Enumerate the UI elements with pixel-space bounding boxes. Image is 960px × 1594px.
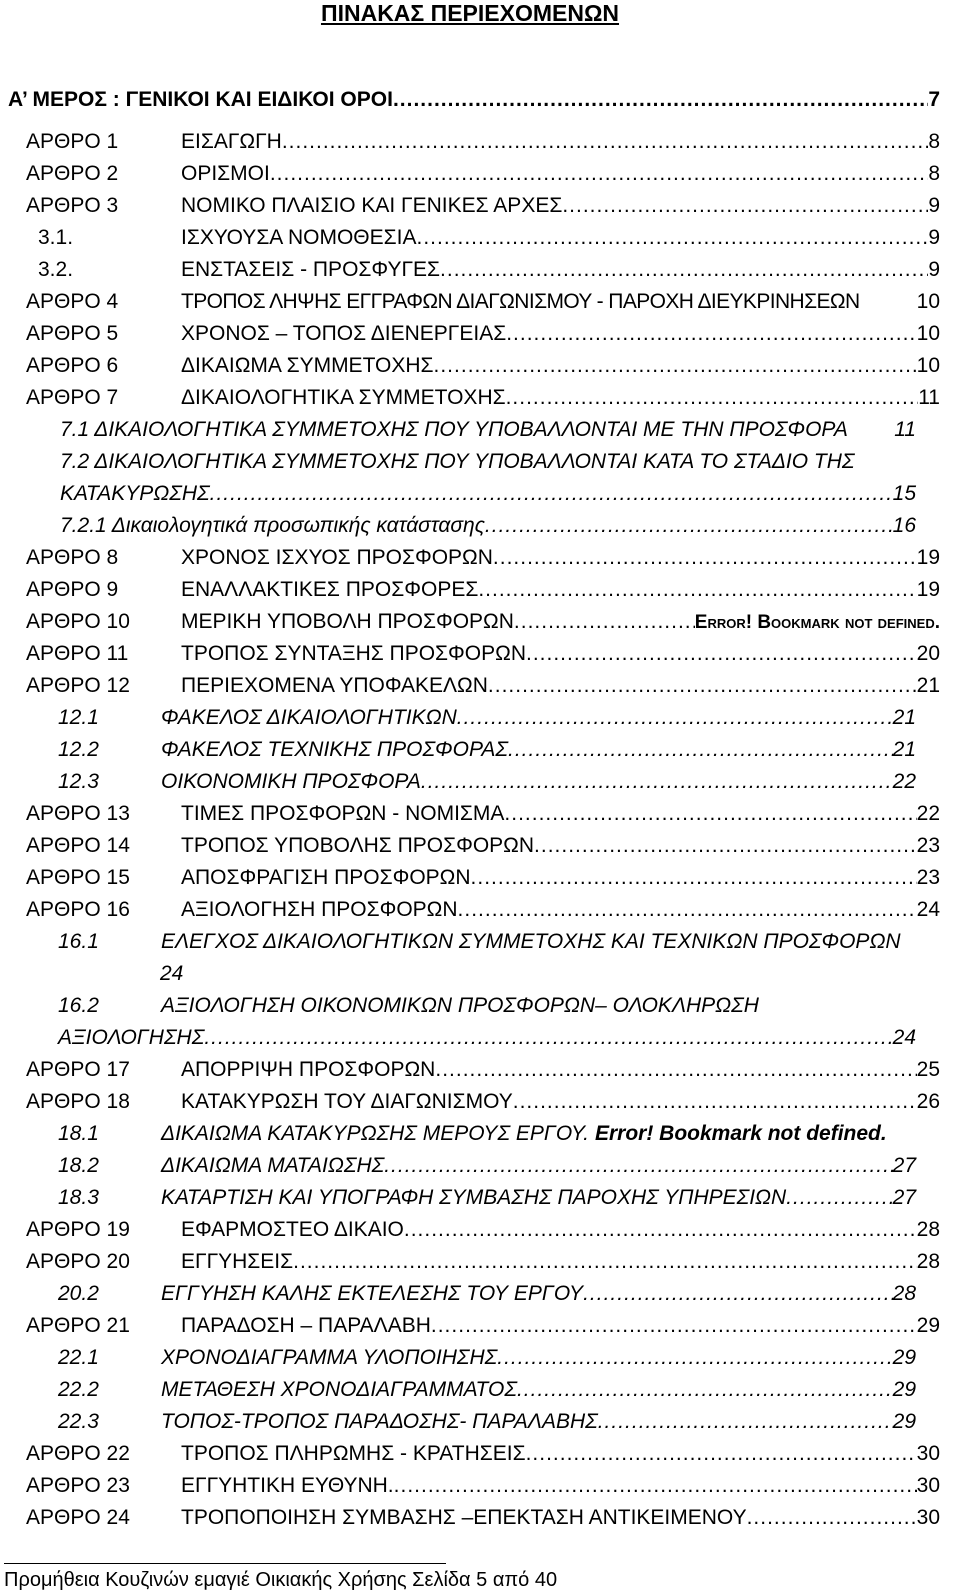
entry-number: 20.2	[58, 1282, 99, 1305]
leader-dots	[210, 482, 893, 506]
entry-page: 22	[916, 802, 940, 825]
leader-dots	[747, 1506, 917, 1530]
toc-entry[interactable]	[0, 1058, 940, 1088]
entry-title: ΕΙΣΑΓΩΓΗ	[181, 130, 282, 153]
toc-entry[interactable]	[0, 834, 940, 864]
entry-title: ΤΟΠΟΣ-ΤΡΟΠΟΣ ΠΑΡΑΔΟΣΗΣ- ΠΑΡΑΛΑΒΗΣ	[161, 1410, 598, 1433]
toc-entry[interactable]	[0, 1250, 940, 1280]
entry-page: 26	[916, 1090, 940, 1113]
toc-part-heading[interactable]	[8, 88, 940, 112]
entry-number: 3.1.	[38, 226, 74, 249]
entry-page: 21	[892, 706, 916, 729]
entry-title: 7.1 ΔΙΚΑΙΟΛΟΓΗΤΙΚΑ ΣΥΜΜΕΤΟΧΗΣ ΠΟΥ ΥΠΟΒΑΛΛΟΝΤΑΙ ΜΕ ΤΗΝ ΠΡΟΣΦΟΡΑ	[60, 418, 848, 441]
entry-page: 20	[916, 642, 940, 665]
toc-entry[interactable]	[0, 866, 940, 896]
entry-title: ΕΛΕΓΧΟΣ ΔΙΚΑΙΟΛΟΓΗΤΙΚΩΝ ΣΥΜΜΕΤΟΧΗΣ ΚΑΙ ΤΕΧΝΙΚΩΝ ΠΡΟΣΦΟΡΩΝ	[161, 930, 901, 953]
leader-dots	[786, 1186, 892, 1210]
toc-entry[interactable]	[0, 1122, 940, 1152]
leader-dots	[506, 386, 919, 410]
toc-entry[interactable]	[0, 1282, 940, 1312]
leader-dots	[416, 226, 928, 250]
leader-dots	[478, 578, 916, 602]
entry-title: ΕΦΑΡΜΟΣΤΕΟ ΔΙΚΑΙΟ	[181, 1218, 404, 1241]
leader-dots	[471, 866, 917, 890]
entry-title: ΑΞΙΟΛΟΓΗΣΗ ΟΙΚΟΝΟΜΙΚΩΝ ΠΡΟΣΦΟΡΩΝ– ΟΛΟΚΛΗΡΩΣΗ	[161, 994, 759, 1017]
toc-entry[interactable]	[0, 642, 940, 672]
toc-entry-continued[interactable]	[0, 1026, 940, 1056]
entry-number: ΑΡΘΡΟ 6	[26, 354, 119, 377]
entry-number: ΑΡΘΡΟ 20	[26, 1250, 130, 1273]
entry-title: 7.2.1 Δικαιολογητικά προσωπικής κατάστασης	[60, 514, 485, 537]
leader-dots	[508, 738, 893, 762]
entry-number: ΑΡΘΡΟ 4	[26, 290, 119, 313]
leader-dots	[282, 130, 928, 154]
toc-entry[interactable]	[0, 1410, 940, 1440]
entry-page: 16	[892, 514, 916, 537]
toc-entry-continued[interactable]	[0, 482, 940, 512]
entry-title: ΚΑΤΑΚΥΡΩΣΗ ΤΟΥ ΔΙΑΓΩΝΙΣΜΟΥ	[181, 1090, 513, 1113]
entry-number: 22.1	[58, 1346, 99, 1369]
entry-page: 19	[916, 546, 940, 569]
entry-number: ΑΡΘΡΟ 21	[26, 1314, 130, 1337]
entry-page: 11	[918, 386, 940, 409]
entry-number: ΑΡΘΡΟ 11	[26, 642, 129, 665]
entry-title: ΑΞΙΟΛΟΓΗΣΗΣ	[58, 1026, 205, 1049]
entry-number: 12.3	[58, 770, 99, 793]
entry-title: ΕΓΓΥΗΣΗ ΚΑΛΗΣ ΕΚΤΕΛΕΣΗΣ ΤΟΥ ΕΡΓΟΥ	[161, 1282, 584, 1305]
entry-number: ΑΡΘΡΟ 16	[26, 898, 130, 921]
leader-dots	[434, 354, 917, 378]
entry-title: ΤΡΟΠΟΣ ΥΠΟΒΟΛΗΣ ΠΡΟΣΦΟΡΩΝ	[181, 834, 535, 857]
entry-page: 30	[916, 1442, 940, 1465]
entry-page: 29	[892, 1410, 916, 1433]
entry-page: 29	[892, 1378, 916, 1401]
entry-number: ΑΡΘΡΟ 19	[26, 1218, 130, 1241]
entry-page: 11	[894, 418, 916, 441]
leader-dots	[394, 1474, 917, 1498]
leader-dots	[598, 1410, 893, 1434]
leader-dots	[293, 1250, 917, 1274]
entry-page-error: Error! Bookmark not defined.	[595, 1122, 887, 1145]
entry-number: ΑΡΘΡΟ 17	[26, 1058, 130, 1081]
entry-title: ΟΡΙΣΜΟΙ	[181, 162, 270, 185]
toc-entry[interactable]	[0, 898, 940, 928]
entry-page: 29	[916, 1314, 940, 1337]
entry-number: 12.1	[58, 706, 99, 729]
entry-number: 16.2	[58, 994, 99, 1017]
entry-page: 25	[916, 1058, 940, 1081]
entry-page[interactable]: 24	[160, 962, 184, 985]
entry-page: 30	[916, 1506, 940, 1529]
entry-number: ΑΡΘΡΟ 24	[26, 1506, 130, 1529]
leader-dots	[435, 1058, 916, 1082]
entry-page: 23	[916, 866, 940, 889]
entry-page: 24	[916, 898, 940, 921]
entry-title: ΑΞΙΟΛΟΓΗΣΗ ΠΡΟΣΦΟΡΩΝ	[181, 898, 458, 921]
entry-number: 18.1	[58, 1122, 99, 1145]
leader-dots	[497, 1346, 892, 1370]
entry-page: 27	[892, 1186, 916, 1209]
toc-entry[interactable]	[0, 194, 940, 224]
entry-title: 7.2 ΔΙΚΑΙΟΛΟΓΗΤΙΚΑ ΣΥΜΜΕΤΟΧΗΣ ΠΟΥ ΥΠΟΒΑΛΛΟΝΤΑΙ ΚΑΤΑ ΤΟ ΣΤΑΔΙΟ ΤΗΣ	[60, 450, 855, 473]
toc-entry[interactable]	[0, 130, 940, 160]
entry-page: 8	[928, 130, 940, 153]
entry-title: ΠΑΡΑΔΟΣΗ – ΠΑΡΑΛΑΒΗ	[181, 1314, 431, 1337]
toc-entry[interactable]	[0, 610, 940, 640]
entry-page: 15	[892, 482, 916, 505]
entry-title: ΦΑΚΕΛΟΣ ΤΕΧΝΙΚΗΣ ΠΡΟΣΦΟΡΑΣ	[161, 738, 509, 761]
entry-title: ΤΡΟΠΟΣ ΣΥΝΤΑΞΗΣ ΠΡΟΣΦΟΡΩΝ	[181, 642, 526, 665]
leader-dots	[583, 1282, 893, 1306]
toc-entry[interactable]	[0, 1442, 940, 1472]
entry-number: ΑΡΘΡΟ 7	[26, 386, 119, 409]
toc-entry[interactable]	[0, 258, 940, 288]
footer-divider	[4, 1563, 446, 1564]
entry-title: ΚΑΤΑΡΤΙΣΗ ΚΑΙ ΥΠΟΓΡΑΦΗ ΣΥΜΒΑΣΗΣ ΠΑΡΟΧΗΣ ΥΠΗΡΕΣΙΩΝ	[161, 1186, 787, 1209]
leader-dots	[526, 642, 917, 666]
entry-page: 10	[916, 290, 940, 313]
toc-entry[interactable]	[0, 386, 940, 416]
toc-entry[interactable]	[0, 1154, 940, 1184]
entry-page: 21	[916, 674, 940, 697]
entry-title: ΠΕΡΙΕΧΟΜΕΝΑ ΥΠΟΦΑΚΕΛΩΝ	[181, 674, 488, 697]
entry-page: 21	[892, 738, 916, 761]
entry-number: ΑΡΘΡΟ 14	[26, 834, 130, 857]
entry-number: ΑΡΘΡΟ 8	[26, 546, 119, 569]
toc-entry[interactable]	[0, 738, 940, 768]
entry-title: ΧΡΟΝΟΣ – ΤΟΠΟΣ ΔΙΕΝΕΡΓΕΙΑΣ	[181, 322, 507, 345]
leader-dots	[431, 1314, 917, 1338]
entry-title: ΑΠΟΡΡΙΨΗ ΠΡΟΣΦΟΡΩΝ	[181, 1058, 436, 1081]
entry-title: ΚΑΤΑΚΥΡΩΣΗΣ	[60, 482, 210, 505]
toc-entry[interactable]	[0, 226, 940, 256]
entry-page: 19	[916, 578, 940, 601]
entry-page: 10	[916, 354, 940, 377]
leader-dots	[514, 610, 695, 634]
entry-page: 9	[928, 226, 940, 249]
part-label: Α’ ΜΕΡΟΣ : ΓΕΝΙΚΟΙ ΚΑΙ ΕΙΔΙΚΟΙ ΟΡΟΙ	[8, 88, 393, 111]
entry-number: 12.2	[58, 738, 99, 761]
entry-number: 22.3	[58, 1410, 99, 1433]
toc-entry[interactable]	[0, 322, 940, 352]
entry-title: ΑΠΟΣΦΡΑΓΙΣΗ ΠΡΟΣΦΟΡΩΝ	[181, 866, 471, 889]
entry-title: ΧΡΟΝΟΔΙΑΓΡΑΜΜΑ ΥΛΟΠΟΙΗΣΗΣ	[161, 1346, 498, 1369]
entry-title: ΔΙΚΑΙΟΛΟΓΗΤΙΚΑ ΣΥΜΜΕΤΟΧΗΣ	[181, 386, 506, 409]
leader-dots	[526, 1442, 917, 1466]
toc-entry[interactable]	[0, 514, 940, 544]
toc-entry[interactable]	[0, 706, 940, 736]
leader-dots	[506, 322, 916, 346]
leader-dots	[204, 1026, 892, 1050]
toc-entry[interactable]	[0, 418, 940, 448]
leader-dots	[485, 514, 893, 538]
leader-dots	[393, 88, 928, 112]
toc-entry[interactable]	[0, 546, 940, 576]
toc-entry[interactable]	[0, 1218, 940, 1248]
part-page: 7	[928, 88, 940, 111]
entry-title: ΔΙΚΑΙΩΜΑ ΜΑΤΑΙΩΣΗΣ	[161, 1154, 385, 1177]
toc-entry[interactable]	[0, 1346, 940, 1376]
entry-number: ΑΡΘΡΟ 9	[26, 578, 119, 601]
entry-number: ΑΡΘΡΟ 5	[26, 322, 119, 345]
page-footer: Προμήθεια Κουζινών εμαγιέ Οικιακής Χρήσης Σελίδα 5 από 40	[4, 1569, 558, 1591]
entry-page: 28	[892, 1282, 916, 1305]
entry-number: ΑΡΘΡΟ 13	[26, 802, 130, 825]
entry-title: ΕΓΓΥΗΤΙΚΗ ΕΥΘΥΝΗ.	[181, 1474, 394, 1497]
toc-entry[interactable]	[0, 578, 940, 608]
leader-dots	[384, 1154, 892, 1178]
entry-page-error: Error! Bookmark not defined.	[694, 612, 940, 633]
entry-number: 22.2	[58, 1378, 99, 1401]
leader-dots	[517, 1378, 893, 1402]
entry-title: ΙΣΧΥΟΥΣΑ ΝΟΜΟΘΕΣΙΑ	[181, 226, 417, 249]
entry-page: 24	[892, 1026, 916, 1049]
leader-dots	[513, 1090, 917, 1114]
toc-entry[interactable]	[0, 1090, 940, 1120]
entry-title: ΤΡΟΠΟΣ ΛΗΨΗΣ ΕΓΓΡΑΦΩΝ ΔΙΑΓΩΝΙΣΜΟΥ - ΠΑΡΟΧΗ ΔΙΕΥΚΡΙΝΗΣΕΩΝ	[181, 290, 860, 313]
entry-title: ΧΡΟΝΟΣ ΙΣΧΥΟΣ ΠΡΟΣΦΟΡΩΝ	[181, 546, 493, 569]
entry-title: ΜΕΤΑΘΕΣΗ ΧΡΟΝΟΔΙΑΓΡΑΜΜΑΤΟΣ	[161, 1378, 517, 1401]
entry-number: ΑΡΘΡΟ 3	[26, 194, 119, 217]
entry-number: ΑΡΘΡΟ 12	[26, 674, 130, 697]
entry-page: 30	[916, 1474, 940, 1497]
entry-number: ΑΡΘΡΟ 1	[26, 130, 119, 153]
entry-number: ΑΡΘΡΟ 18	[26, 1090, 130, 1113]
leader-dots	[504, 802, 916, 826]
entry-page: 8	[928, 162, 940, 185]
toc-entry[interactable]	[0, 1506, 940, 1536]
entry-title: ΝΟΜΙΚΟ ΠΛΑΙΣΙΟ ΚΑΙ ΓΕΝΙΚΕΣ ΑΡΧΕΣ	[181, 194, 563, 217]
leader-dots	[270, 162, 928, 186]
entry-title: ΦΑΚΕΛΟΣ ΔΙΚΑΙΟΛΟΓΗΤΙΚΩΝ	[161, 706, 457, 729]
entry-page: 27	[892, 1154, 916, 1177]
leader-dots	[488, 674, 917, 698]
toc-entry[interactable]	[0, 450, 940, 480]
toc-entry[interactable]	[0, 354, 940, 384]
entry-title: ΕΓΓΥΗΣΕΙΣ	[181, 1250, 294, 1273]
toc-entry[interactable]	[0, 930, 940, 960]
entry-number: 18.3	[58, 1186, 99, 1209]
entry-title: ΤΙΜΕΣ ΠΡΟΣΦΟΡΩΝ - ΝΟΜΙΣΜΑ	[181, 802, 505, 825]
entry-number: 3.2.	[38, 258, 74, 281]
leader-dots	[404, 1218, 917, 1242]
toc-entry[interactable]	[0, 1378, 940, 1408]
entry-page: 9	[928, 194, 940, 217]
entry-title: ΕΝΑΛΛΑΚΤΙΚΕΣ ΠΡΟΣΦΟΡΕΣ	[181, 578, 479, 601]
toc-entry[interactable]	[0, 162, 940, 192]
entry-title: ΕΝΣΤΑΣΕΙΣ - ΠΡΟΣΦΥΓΕΣ	[181, 258, 441, 281]
entry-number: ΑΡΘΡΟ 22	[26, 1442, 130, 1465]
entry-page: 29	[892, 1346, 916, 1369]
leader-dots	[421, 770, 893, 794]
entry-page: 9	[928, 258, 940, 281]
entry-page: 28	[916, 1250, 940, 1273]
entry-title: ΔΙΚΑΙΩΜΑ ΚΑΤΑΚΥΡΩΣΗΣ ΜΕΡΟΥΣ ΕΡΓΟΥ.	[161, 1122, 589, 1145]
entry-number: ΑΡΘΡΟ 2	[26, 162, 119, 185]
entry-page: 10	[916, 322, 940, 345]
entry-title: ΜΕΡΙΚΗ ΥΠΟΒΟΛΗ ΠΡΟΣΦΟΡΩΝ	[181, 610, 514, 633]
entry-number: 16.1	[58, 930, 99, 953]
entry-number: 18.2	[58, 1154, 99, 1177]
toc-entry[interactable]	[0, 770, 940, 800]
leader-dots	[534, 834, 917, 858]
toc-entry[interactable]	[0, 802, 940, 832]
leader-dots	[562, 194, 928, 218]
entry-title: ΔΙΚΑΙΩΜΑ ΣΥΜΜΕΤΟΧΗΣ	[181, 354, 434, 377]
entry-number: ΑΡΘΡΟ 10	[26, 610, 130, 633]
entry-page: 23	[916, 834, 940, 857]
entry-number: ΑΡΘΡΟ 15	[26, 866, 130, 889]
page-title: ΠΙΝΑΚΑΣ ΠΕΡΙΕΧΟΜΕΝΩΝ	[320, 0, 620, 26]
leader-dots	[493, 546, 917, 570]
leader-dots	[458, 898, 917, 922]
toc-entry[interactable]	[0, 1186, 940, 1216]
toc-entry[interactable]	[0, 1314, 940, 1344]
leader-dots	[440, 258, 928, 282]
toc-entry[interactable]	[0, 994, 940, 1024]
toc-entry[interactable]	[0, 674, 940, 704]
leader-dots	[457, 706, 893, 730]
toc-entry[interactable]	[0, 1474, 940, 1504]
entry-title: ΟΙΚΟΝΟΜΙΚΗ ΠΡΟΣΦΟΡΑ	[161, 770, 421, 793]
entry-number: ΑΡΘΡΟ 23	[26, 1474, 130, 1497]
entry-title: ΤΡΟΠΟΣ ΠΛΗΡΩΜΗΣ - ΚΡΑΤΗΣΕΙΣ	[181, 1442, 526, 1465]
entry-title: ΤΡΟΠΟΠΟΙΗΣΗ ΣΥΜΒΑΣΗΣ –ΕΠΕΚΤΑΣΗ ΑΝΤΙΚΕΙΜΕΝΟΥ	[181, 1506, 747, 1529]
toc-entry[interactable]	[0, 290, 940, 320]
entry-page: 22	[892, 770, 916, 793]
entry-page: 28	[916, 1218, 940, 1241]
